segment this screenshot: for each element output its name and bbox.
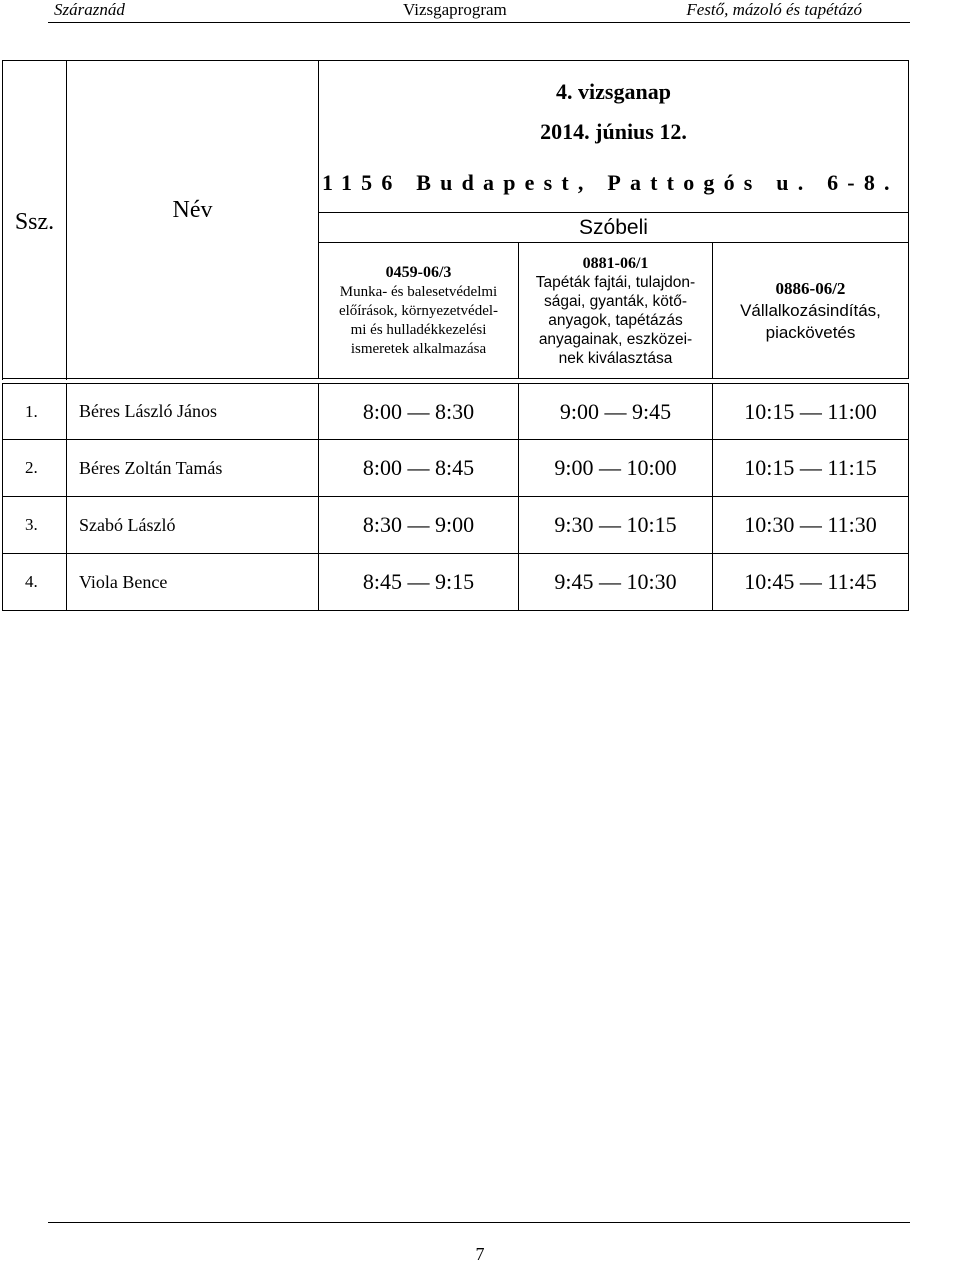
- footer-divider: [48, 1222, 910, 1223]
- exam-code: 0886-06/2: [775, 278, 846, 298]
- oral-exam-header: Szóbeli: [319, 213, 909, 243]
- time-slot-1: 8:00 — 8:30: [319, 384, 519, 440]
- exam-day: 4. vizsganap: [319, 61, 909, 109]
- exam-description-line: ismeretek alkalmazása: [350, 340, 487, 357]
- exam-module-1: [319, 243, 519, 379]
- exam-module-3: [713, 243, 909, 379]
- candidate-name: Béres László János: [67, 384, 319, 440]
- exam-description-line: mi és hulladékkezelési: [350, 321, 487, 338]
- exam-description-line: nek kiválasztása: [558, 349, 673, 367]
- time-slot-3: 10:30 — 11:30: [713, 497, 909, 554]
- row-number: 3.: [3, 497, 67, 554]
- page-header: [48, 0, 910, 23]
- row-number: 2.: [3, 440, 67, 497]
- exam-code: 0459-06/3: [385, 263, 452, 281]
- time-slot-2: 9:45 — 10:30: [519, 554, 713, 611]
- table-row: [3, 440, 909, 497]
- exam-description-line: Munka- és balesetvédelmi: [339, 283, 498, 300]
- time-slot-1: 8:45 — 9:15: [319, 554, 519, 611]
- header-profession: Festő, mázoló és tapétázó: [686, 0, 862, 19]
- header-title: Vizsgaprogram: [403, 0, 507, 19]
- table-row: [3, 497, 909, 554]
- exam-module-2: [519, 243, 713, 379]
- exam-description-line: előírások, környezetvédel-: [338, 302, 499, 319]
- time-slot-1: 8:00 — 8:45: [319, 440, 519, 497]
- candidate-name: Béres Zoltán Tamás: [67, 440, 319, 497]
- exam-description-line: piackövetés: [765, 322, 856, 342]
- ssz-header: Ssz.: [3, 61, 67, 379]
- name-header: Név: [67, 61, 319, 379]
- table-row: [3, 554, 909, 611]
- time-slot-1: 8:30 — 9:00: [319, 497, 519, 554]
- exam-description-line: anyagok, tapétázás: [548, 311, 683, 329]
- candidate-name: Szabó László: [67, 497, 319, 554]
- header-location: Száraznád: [54, 0, 125, 19]
- time-slot-2: 9:00 — 9:45: [519, 384, 713, 440]
- page-number: 7: [475, 1244, 485, 1264]
- exam-description-line: ságai, gyanták, kötő-: [543, 292, 688, 310]
- candidate-name: Viola Bence: [67, 554, 319, 611]
- time-slot-3: 10:15 — 11:15: [713, 440, 909, 497]
- candidate-rows: [2, 383, 909, 611]
- time-slot-2: 9:00 — 10:00: [519, 440, 713, 497]
- exam-schedule-table: [2, 60, 909, 379]
- exam-code: 0881-06/1: [582, 254, 649, 272]
- time-slot-3: 10:45 — 11:45: [713, 554, 909, 611]
- exam-description-line: anyagainak, eszközei-: [538, 330, 693, 348]
- row-number: 4.: [3, 554, 67, 611]
- exam-date: 2014. június 12.: [319, 109, 909, 155]
- row-number: 1.: [3, 384, 67, 440]
- exam-description-line: Tapéták fajtái, tulajdon-: [535, 273, 696, 291]
- time-slot-3: 10:15 — 11:00: [713, 384, 909, 440]
- time-slot-2: 9:30 — 10:15: [519, 497, 713, 554]
- exam-description-line: Vállalkozásindítás,: [740, 300, 881, 320]
- exam-address: 1156 Budapest, Pattogós u. 6-8.: [319, 155, 909, 213]
- table-row: [3, 384, 909, 440]
